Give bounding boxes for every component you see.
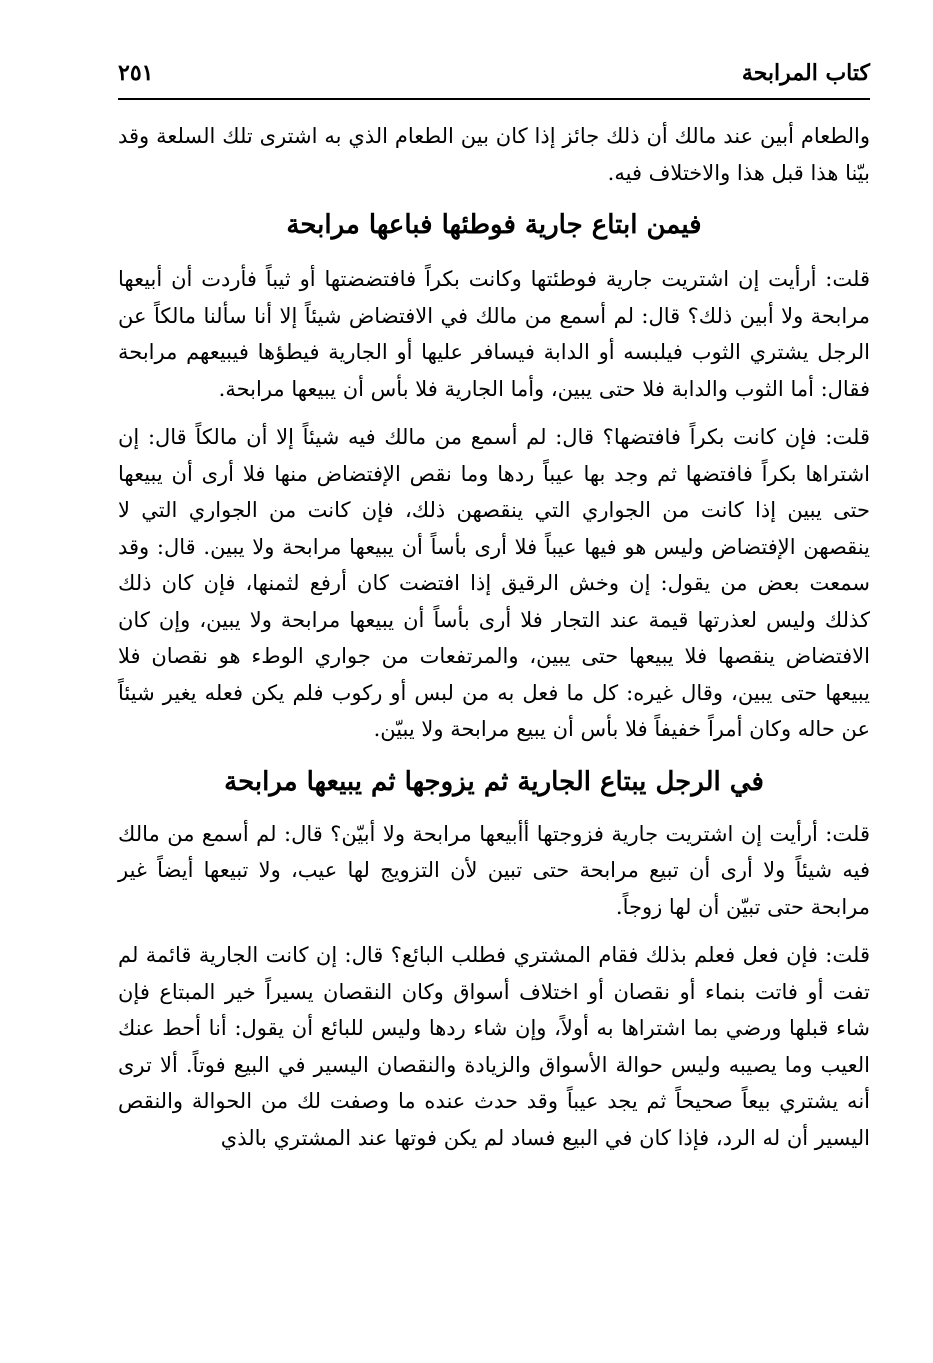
page-body	[118, 118, 870, 1156]
paragraph-2: قلت: فإن كانت بكراً فافتضها؟ قال: لم أسمع من مالك فيه شيئاً إلا أن مالكاً قال: إن اشتراها بكراً فافتضها ثم وجد بها عيباً ردها وما نقص الإفتضاض منها فلا أرى أن يبيعها حتى يبين إذا كانت من الجواري التي ينقصهن ذلك، فإن كانت من الجواري التي لا ينقصهن الإفتضاض وليس هو فيها عيباً فلا أرى بأساً أن يبيعها مرابحة ولا يبين. قال: وقد سمعت بعض من يقول: إن وخش الرقيق إذا افتضت كان أرفع لثمنها، فإن كان ذلك كذلك وليس لعذرتها قيمة عند التجار فلا أرى بأساً أن يبيعها مرابحة ولا يبين، وإن كان الافتضاض ينقصها فلا يبيعها حتى يبين، والمرتفعات من جواري الوطء هو نقصان فلا يبيعها حتى يبين، وقال غيره: كل ما فعل به من لبس أو ركوب فلم يكن فعله يغير شيئاً عن حاله وكان أمراً خفيفاً فلا بأس أن يبيع مرابحة ولا يبيّن.	[118, 425, 870, 741]
running-header	[118, 60, 870, 94]
paragraph-gap	[118, 407, 870, 419]
book-title: كتاب المرابحة	[741, 60, 870, 86]
section-heading-1: فيمن ابتاع جارية فوطئها فباعها مرابحة	[286, 210, 702, 240]
paragraph-intro: والطعام أبين عند مالك أن ذلك جائز إذا كان بين الطعام الذي به اشترى تلك السلعة وقد بيّنا هذا قبل هذا والاختلاف فيه.	[118, 124, 870, 185]
paragraph-4: قلت: فإن فعل فعلم بذلك فقام المشتري فطلب البائع؟ قال: إن كانت الجارية قائمة لم تفت أو فاتت بنماء أو نقصان أو اختلاف أسواق وكان النقصان يسيراً خير المبتاع فإن شاء قبلها ورضي بما اشتراها به أولاً، وإن شاء ردها وليس للبائع أن يقول: أنا أحط عنك العيب وما يصيبه وليس حوالة الأسواق والزيادة والنقصان اليسير في البيع فوتاً. ألا ترى أنه يشتري بيعاً صحيحاً ثم يجد عيباً وقد حدث عنده ما وصفت لك من الحوالة والنقص اليسير أن له الرد، فإذا كان في البيع فساد لم يكن فوتها عند المشتري بالذي	[118, 943, 870, 1150]
paragraph-1: قلت: أرأيت إن اشتريت جارية فوطئتها وكانت بكراً فافتضضتها أو ثيباً فأردت أن أبيعها مرابحة ولا أبين ذلك؟ قال: لم أسمع من مالك في الافتضاض شيئاً إلا أنا سألنا مالكاً عن الرجل يشتري الثوب فيلبسه أو الدابة فيسافر عليها أو الجارية فيطؤها فيبيعهم مرابحة فقال: أما الثوب والدابة فلا حتى يبين، وأما الجارية فلا بأس أن يبيعها مرابحة.	[118, 267, 870, 401]
paragraph-3: قلت: أرأيت إن اشتريت جارية فزوجتها أأبيعها مرابحة ولا أبيّن؟ قال: لم أسمع من مالك فيه شيئاً ولا أرى أن تبيع مرابحة حتى تبين لأن التزويج لها عيب، ولا تبيعها أيضاً غير مرابحة حتى تبيّن أن لها زوجاً.	[118, 821, 870, 919]
paragraph-gap	[118, 925, 870, 937]
page-number: ٢٥١	[118, 60, 154, 86]
section-heading-2: في الرجل يبتاع الجارية ثم يزوجها ثم يبيعها مرابحة	[224, 766, 764, 797]
header-divider	[118, 98, 870, 100]
